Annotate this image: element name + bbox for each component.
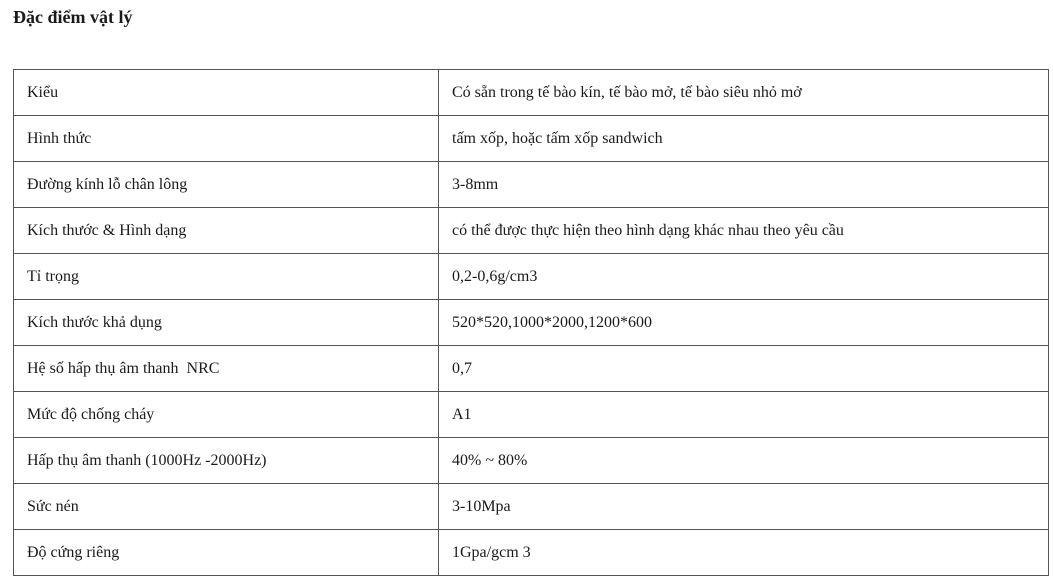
table-row (14, 530, 1049, 576)
property-value: 3-10Mpa (439, 484, 1049, 530)
table-row (14, 162, 1049, 208)
property-label: Hệ số hấp thụ âm thanh NRC (14, 346, 439, 392)
property-label: Kiểu (14, 70, 439, 116)
properties-table (13, 69, 1049, 576)
property-label: Hình thức (14, 116, 439, 162)
property-label: Đường kính lỗ chân lông (14, 162, 439, 208)
property-label: Sức nén (14, 484, 439, 530)
property-label: Hấp thụ âm thanh (1000Hz -2000Hz) (14, 438, 439, 484)
property-value: Có sẵn trong tế bào kín, tế bào mở, tế bào siêu nhỏ mở (439, 70, 1049, 116)
section-heading: Đặc điểm vật lý (13, 7, 133, 27)
property-value: có thể được thực hiện theo hình dạng khác nhau theo yêu cầu (439, 208, 1049, 254)
property-label: Độ cứng riêng (14, 530, 439, 576)
table-row (14, 254, 1049, 300)
property-value: 3-8mm (439, 162, 1049, 208)
table-row (14, 300, 1049, 346)
property-value: A1 (439, 392, 1049, 438)
property-value: 1Gpa/gcm 3 (439, 530, 1049, 576)
table-row (14, 70, 1049, 116)
table-row (14, 484, 1049, 530)
property-value: 0,7 (439, 346, 1049, 392)
table-row (14, 438, 1049, 484)
property-value: tấm xốp, hoặc tấm xốp sandwich (439, 116, 1049, 162)
table-row (14, 392, 1049, 438)
property-value: 0,2-0,6g/cm3 (439, 254, 1049, 300)
property-label: Kích thước khả dụng (14, 300, 439, 346)
property-label: Kích thước & Hình dạng (14, 208, 439, 254)
property-label: Tỉ trọng (14, 254, 439, 300)
table-row (14, 346, 1049, 392)
table-row (14, 208, 1049, 254)
property-label: Mức độ chống cháy (14, 392, 439, 438)
table-row (14, 116, 1049, 162)
property-value: 40% ~ 80% (439, 438, 1049, 484)
property-value: 520*520,1000*2000,1200*600 (439, 300, 1049, 346)
